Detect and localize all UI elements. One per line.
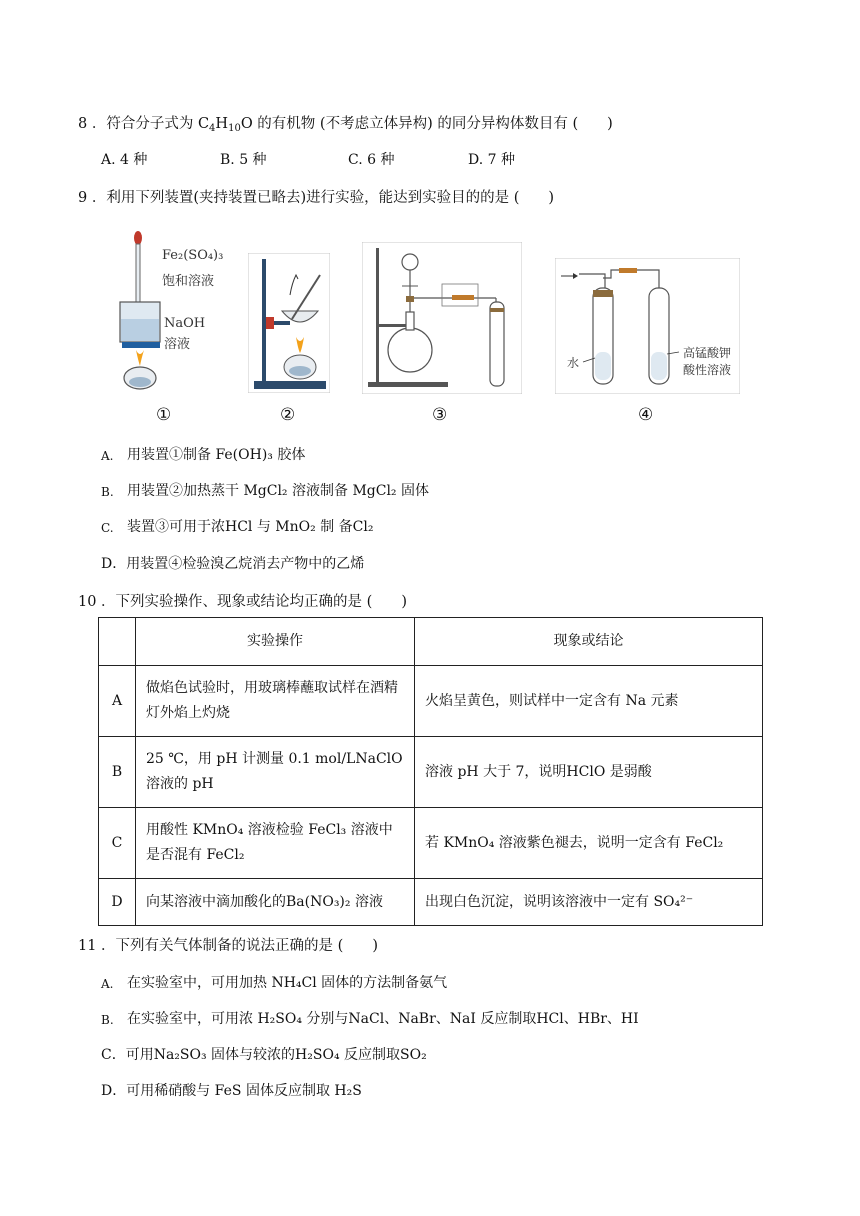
row-operation: 25 ℃，用 pH 计测量 0.1 mol/LNaClO 溶液的 pH [136, 737, 415, 808]
apparatus-3-figure [362, 242, 522, 394]
apparatus-2-figure [248, 253, 330, 393]
apparatus-4-figure [555, 258, 740, 394]
q9-option-a: 用装置①制备 Fe(OH)₃ 胶体 [127, 447, 306, 463]
q10-stem: 10 ．下列实验操作、现象或结论均正确的是 ( ) [78, 594, 407, 610]
apparatus-1-figure [110, 222, 224, 394]
row-label: C [99, 808, 136, 879]
experiment-table [98, 617, 763, 926]
q11-stem: 11 ．下列有关气体制备的说法正确的是 ( ) [78, 938, 378, 954]
q9-stem: 9 ．利用下列装置(夹持装置已略去)进行实验，能达到实验目的的是 ( ) [78, 190, 555, 206]
fig1-solution-label: 溶液 [164, 337, 191, 352]
fig1-fe2so43-label: Fe₂(SO₄)₃ [162, 248, 224, 263]
fig-label-4: ④ [638, 405, 654, 425]
row-operation: 向某溶液中滴加酸化的Ba(NO₃)₂ 溶液 [136, 879, 415, 926]
q8-stem: 8 ．符合分子式为 $C_4H_{10}O$ 的有机物 (不考虑立体异构) 的同分异构体数目有 ( ) [78, 116, 613, 134]
q11-option-d: D．可用稀硝酸与 FeS 固体反应制取 H₂S [101, 1083, 362, 1099]
q11-option-c: C．可用Na₂SO₃ 固体与较浓的H₂SO₄ 反应制取SO₂ [101, 1047, 427, 1063]
fig-label-1: ① [156, 405, 172, 425]
q11-option-b-letter: B. [101, 1013, 114, 1027]
row-result: 若 KMnO₄ 溶液紫色褪去，说明一定含有 FeCl₂ [415, 808, 763, 879]
fig4-kmno4-label-a: 高锰酸钾 [683, 346, 732, 360]
table-row [99, 666, 763, 737]
row-label: D [99, 879, 136, 926]
fig-label-2: ② [280, 405, 296, 425]
table-row [99, 737, 763, 808]
row-label: B [99, 737, 136, 808]
row-result: 出现白色沉淀，说明该溶液中一定有 SO₄²⁻ [415, 879, 763, 926]
table-row [99, 808, 763, 879]
fig1-saturated-label: 饱和溶液 [162, 274, 215, 289]
fig1-naoh-label: NaOH [164, 316, 206, 331]
q9-option-b-letter: B. [101, 485, 114, 499]
q8-option-d: D. 7 种 [468, 152, 515, 168]
fig4-water-label: 水 [567, 356, 580, 370]
q9-option-d: D．用装置④检验溴乙烷消去产物中的乙烯 [101, 556, 365, 572]
table-row [99, 879, 763, 926]
row-result: 火焰呈黄色，则试样中一定含有 Na 元素 [415, 666, 763, 737]
q9-option-c-letter: C. [101, 521, 114, 535]
q9-option-a-letter: A. [101, 449, 114, 463]
q11-option-a: 在实验室中，可用加热 NH₄Cl 固体的方法制备氨气 [127, 975, 448, 991]
q8-option-a: A. 4 种 [101, 152, 148, 168]
fig-label-3: ③ [432, 405, 448, 425]
table-header-blank [99, 618, 136, 666]
q8-option-b: B. 5 种 [220, 152, 267, 168]
fig4-kmno4-label-b: 酸性溶液 [683, 363, 732, 377]
q11-option-b: 在实验室中，可用浓 H₂SO₄ 分别与NaCl、NaBr、NaI 反应制取HCl、HBr、HI [127, 1011, 639, 1027]
row-result: 溶液 pH 大于 7，说明HClO 是弱酸 [415, 737, 763, 808]
row-label: A [99, 666, 136, 737]
row-operation: 做焰色试验时，用玻璃棒蘸取试样在酒精灯外焰上灼烧 [136, 666, 415, 737]
table-header-result: 现象或结论 [415, 618, 763, 666]
table-header-operation: 实验操作 [136, 618, 415, 666]
table-header-row [99, 618, 763, 666]
row-operation: 用酸性 KMnO₄ 溶液检验 FeCl₃ 溶液中是否混有 FeCl₂ [136, 808, 415, 879]
q8-option-c: C. 6 种 [348, 152, 395, 168]
q9-option-c: 装置③可用于浓HCl 与 MnO₂ 制 备Cl₂ [127, 519, 374, 535]
q9-option-b: 用装置②加热蒸干 MgCl₂ 溶液制备 MgCl₂ 固体 [127, 483, 429, 499]
q11-option-a-letter: A. [101, 977, 114, 991]
